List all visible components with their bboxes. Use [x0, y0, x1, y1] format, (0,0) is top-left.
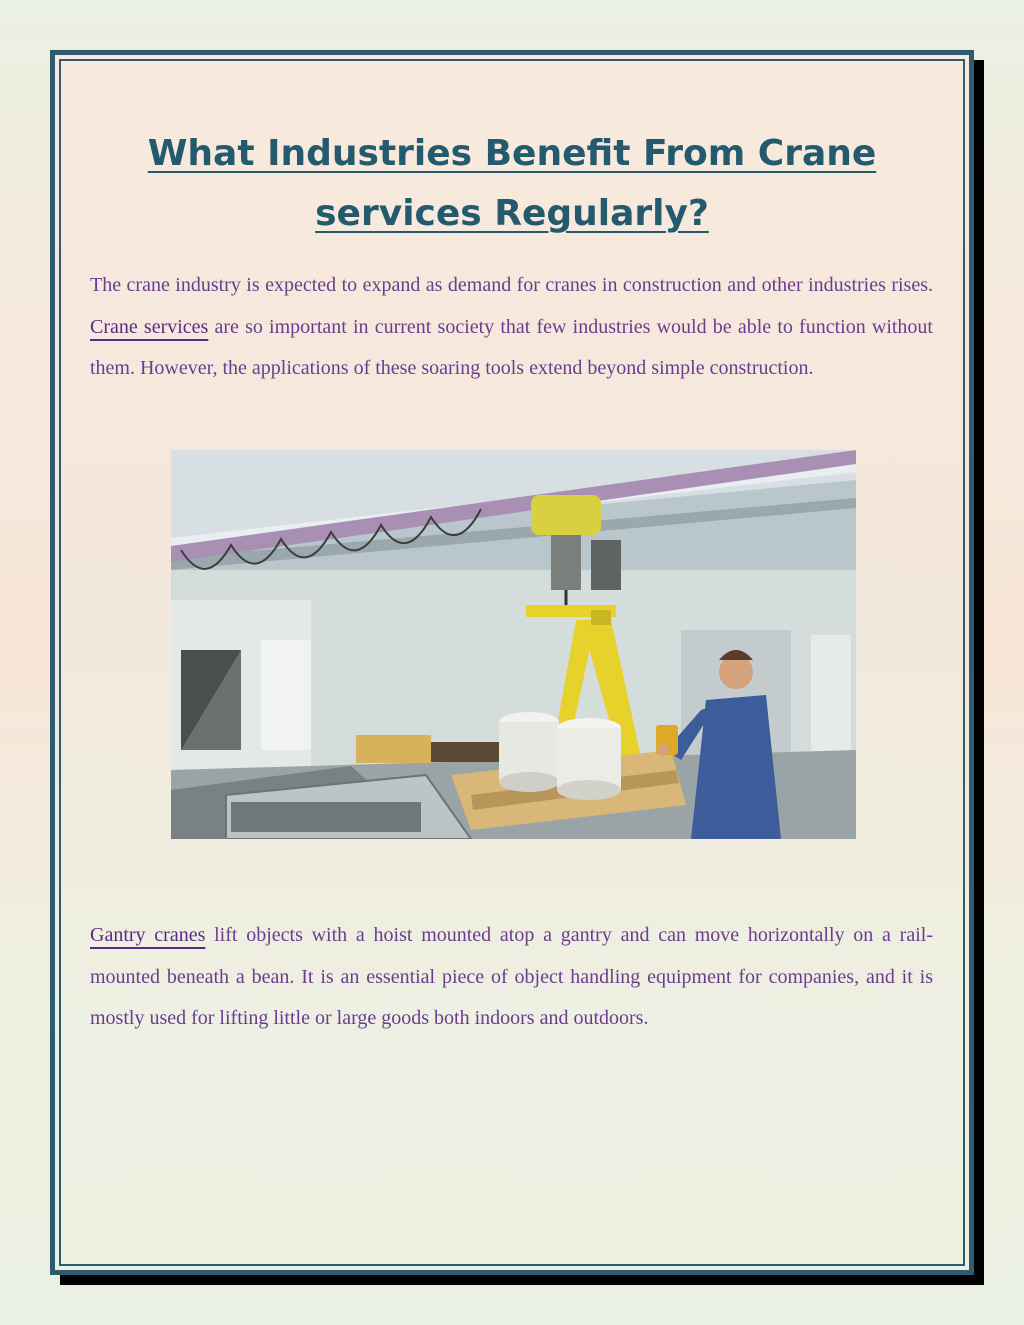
page-title: [0, 124, 1024, 244]
gantry-cranes-link[interactable]: Gantry cranes: [90, 924, 206, 946]
intro-text-end: are so important in current society that few industries would be able to function without them. However, the applications of these soaring tools extend beyond simple construction.: [90, 315, 933, 379]
intro-paragraph: [90, 265, 933, 390]
gantry-text: lift objects with a hoist mounted atop a gantry and can move horizontally on a rail-mounted beneath a bean. It is an essential piece of object handling equipment for companies, and it is mostly used for lifting little or large goods both indoors and outdoors.: [90, 924, 933, 1029]
gantry-paragraph: [90, 915, 933, 1040]
crane-hoist-photo: [171, 450, 856, 839]
page-title-line-1: What Industries Benefit From Crane: [147, 133, 877, 174]
intro-text-start: The crane industry is expected to expand as demand for cranes in construction and other industries rises.: [90, 274, 933, 296]
crane-photo-illustration: [171, 450, 856, 839]
crane-services-link[interactable]: Crane services: [90, 315, 209, 338]
page-title-line-2: services Regularly?: [315, 193, 709, 234]
